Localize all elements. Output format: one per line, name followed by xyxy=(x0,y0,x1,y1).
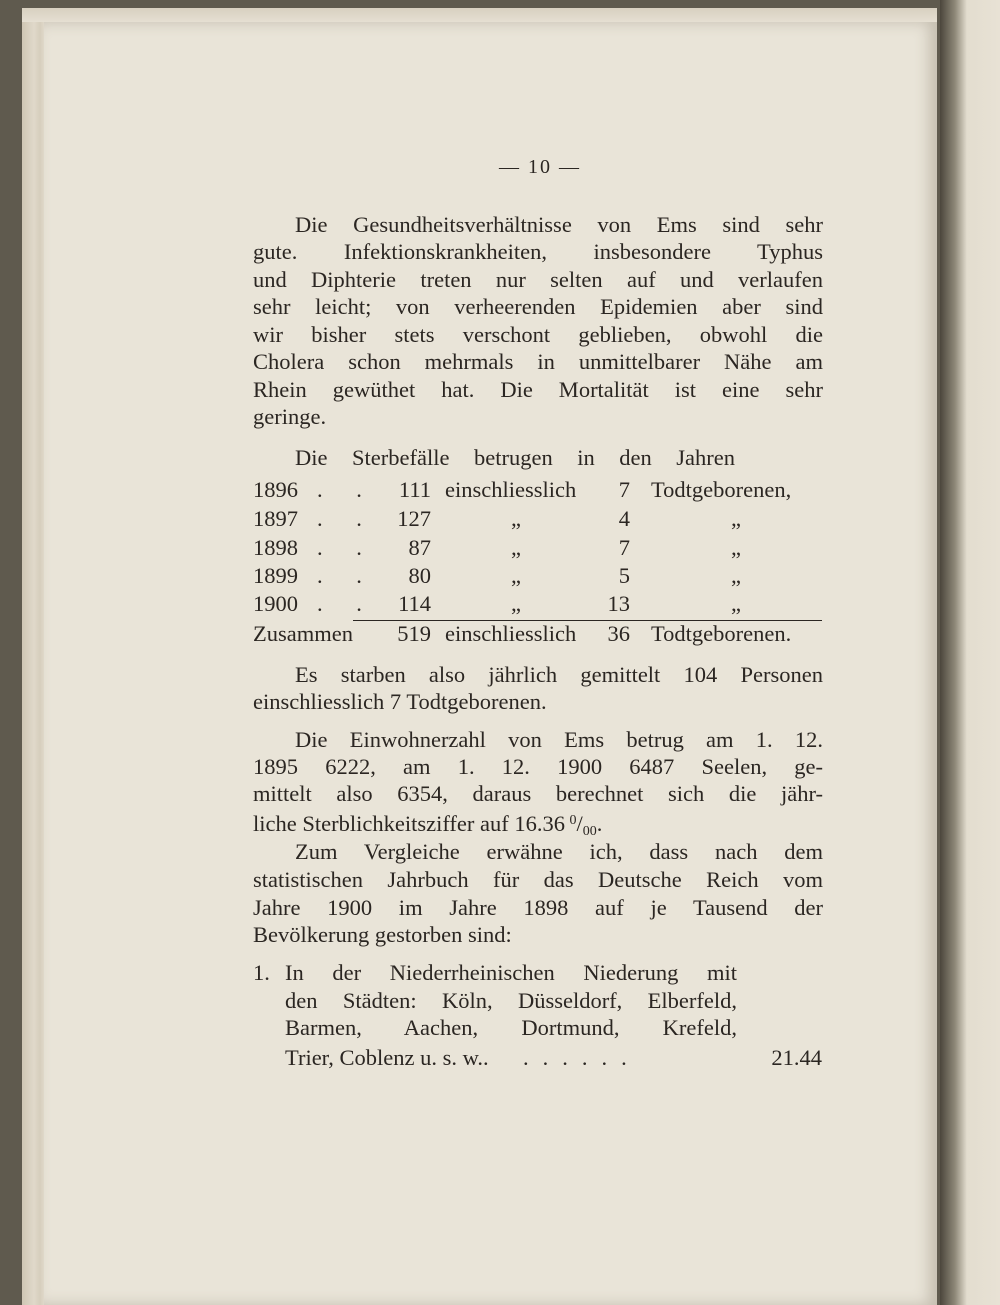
ditto-mark: „ xyxy=(731,591,741,616)
text-line: geringe. xyxy=(253,404,327,429)
year: 1899 xyxy=(253,563,298,588)
text-line: wir bisher stets verschont geblieben, obwohl die xyxy=(253,322,823,347)
text-line: und Diphterie treten nur selten auf und verlaufen xyxy=(253,267,823,292)
deaths: 87 xyxy=(408,535,431,560)
year: 1896 xyxy=(253,477,298,502)
stillborn: 4 xyxy=(618,506,630,531)
ditto-mark: „ xyxy=(511,535,521,560)
permille-slash: / xyxy=(576,811,583,836)
table-total-row xyxy=(253,620,823,648)
table-row xyxy=(253,590,823,618)
text-line: sehr leicht; von verheerenden Epidemien aber sind xyxy=(253,294,823,319)
inclusive-word: einschliesslich xyxy=(445,621,577,646)
stillborn-label: Todtgeborenen. xyxy=(651,621,792,646)
text-line: Cholera schon mehrmals in unmittelbarer Nähe am xyxy=(253,349,823,374)
total-deaths: 519 xyxy=(397,621,431,646)
deaths: 127 xyxy=(397,506,431,531)
text-line: einschliesslich 7 Todtgeborenen. xyxy=(253,689,547,714)
text-line: Die Gesundheitsverhältnisse von Ems sind sehr xyxy=(295,212,823,237)
stillborn-label: Todtgeborenen, xyxy=(651,477,792,502)
next-page-edge xyxy=(940,0,1000,1305)
text-line: In der Niederrheinischen Niederung mit xyxy=(285,960,737,985)
mortality-value: 21.44 xyxy=(771,1045,822,1070)
deaths: 114 xyxy=(398,591,431,616)
inclusive-word: einschliesslich xyxy=(445,477,577,502)
dot-leader: ...... xyxy=(523,1045,641,1070)
table-intro: Die Sterbefälle betrugen in den Jahren xyxy=(295,445,735,470)
text-line: Jahre 1900 im Jahre 1898 auf je Tausend der xyxy=(253,895,823,920)
page-top-edge xyxy=(22,8,937,22)
table-row xyxy=(253,562,823,590)
text-line: statistischen Jahrbuch für das Deutsche Reich vom xyxy=(253,867,823,892)
deaths: 80 xyxy=(408,563,431,588)
total-stillborn: 36 xyxy=(607,621,630,646)
text-line: Barmen, Aachen, Dortmund, Krefeld, xyxy=(285,1015,737,1040)
permille-sub: 00 xyxy=(582,824,597,839)
ditto-mark: „ xyxy=(511,591,521,616)
year: 1898 xyxy=(253,535,298,560)
stillborn: 13 xyxy=(607,591,630,616)
dot-leader: . . xyxy=(317,535,376,560)
table-row xyxy=(253,534,823,562)
table-row xyxy=(253,476,823,504)
total-label: Zusammen xyxy=(253,621,353,646)
table-row xyxy=(253,505,823,533)
text-line xyxy=(253,807,823,839)
stillborn: 5 xyxy=(618,563,630,588)
year: 1897 xyxy=(253,506,298,531)
text-line: mittelt also 6354, daraus berechnet sich die jähr- xyxy=(253,781,823,806)
text-line: gute. Infektionskrankheiten, insbesondere Typhus xyxy=(253,239,823,264)
ditto-mark: „ xyxy=(511,506,521,531)
text-line: Bevölkerung gestorben sind: xyxy=(253,922,512,947)
dot-leader: . . xyxy=(317,591,376,616)
dot-leader: . . xyxy=(317,477,376,502)
period: . xyxy=(596,811,603,836)
ditto-mark: „ xyxy=(731,535,741,560)
stillborn: 7 xyxy=(618,477,630,502)
text-line: Die Einwohnerzahl von Ems betrug am 1. 12. xyxy=(295,727,823,752)
text-fragment: liche Sterblichkeitsziffer auf 16.36 xyxy=(253,811,565,836)
dot-leader: . . xyxy=(317,563,376,588)
text-line: Es starben also jährlich gemittelt 104 Personen xyxy=(295,662,823,687)
text-line: 1895 6222, am 1. 12. 1900 6487 Seelen, ge- xyxy=(253,754,823,779)
text-line: Rhein gewüthet hat. Die Mortalität ist eine sehr xyxy=(253,377,823,402)
ditto-mark: „ xyxy=(731,563,741,588)
ditto-mark: „ xyxy=(511,563,521,588)
stillborn: 7 xyxy=(618,535,630,560)
permille-sup: 0 xyxy=(569,813,577,828)
text-line: Trier, Coblenz u. s. w.. xyxy=(285,1045,489,1070)
ditto-mark: „ xyxy=(731,506,741,531)
year: 1900 xyxy=(253,591,298,616)
dot-leader: . . xyxy=(317,506,376,531)
text-line: Zum Vergleiche erwähne ich, dass nach dem xyxy=(295,839,823,864)
text-line: den Städten: Köln, Düsseldorf, Elberfeld, xyxy=(285,988,737,1013)
list-number: 1. xyxy=(253,960,270,985)
deaths: 111 xyxy=(398,477,431,502)
page-number: — 10 — xyxy=(499,156,581,178)
